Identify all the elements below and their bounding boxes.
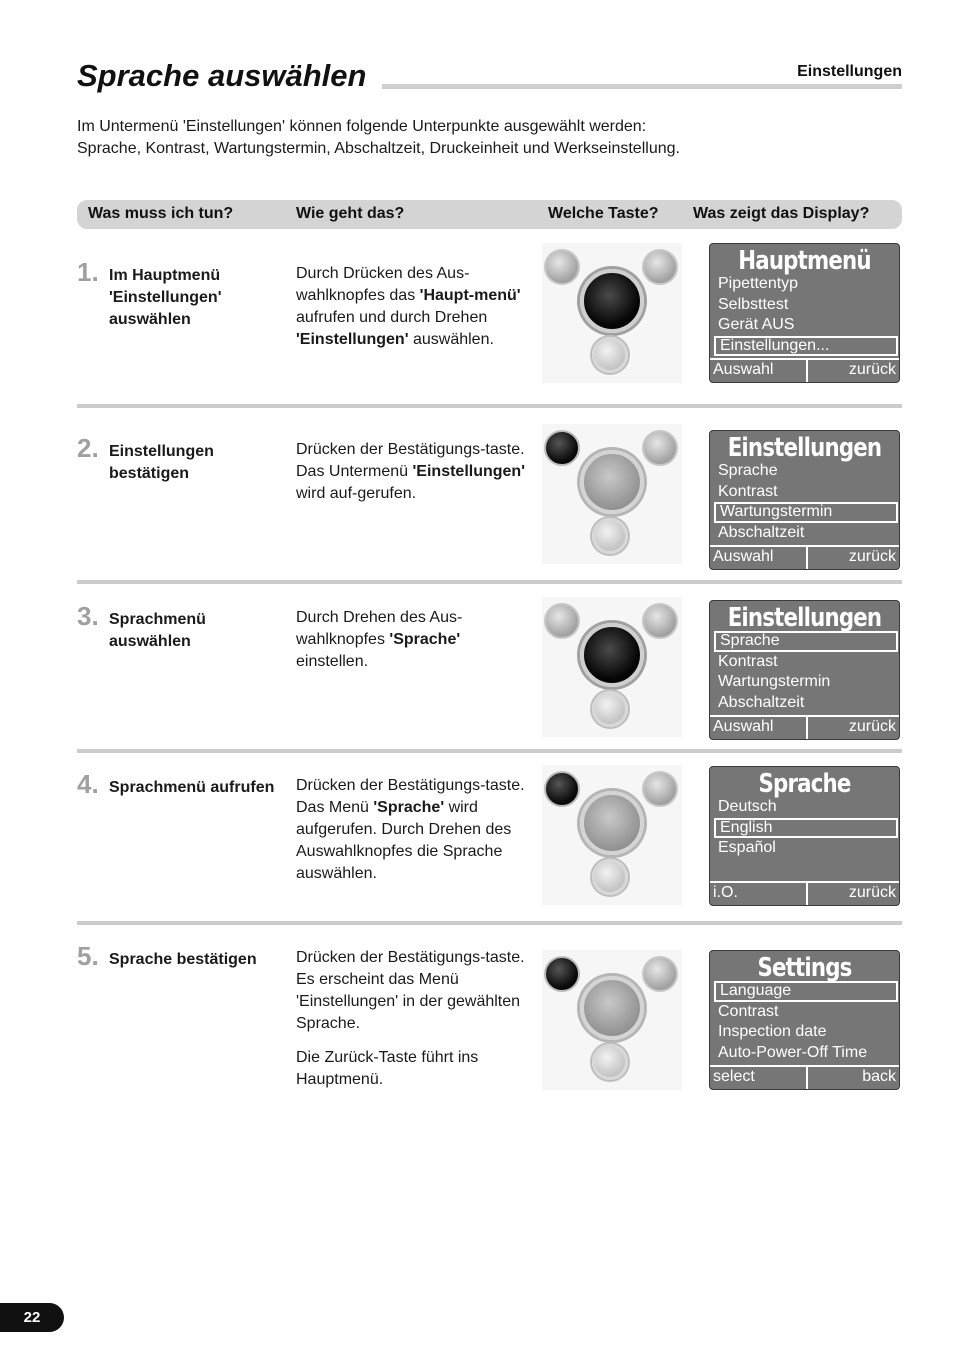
lcd-menu-list [714,461,898,543]
back-button-icon [642,771,678,807]
header-display: Was zeigt das Display? [693,205,870,222]
button-panel-illustration [542,765,682,905]
lcd-menu-item: Deutsch [718,798,777,815]
row-separator [77,749,902,753]
step-description [296,263,528,363]
text-part: wird auf-gerufen. [296,485,417,502]
lcd-display [709,766,900,906]
lcd-display [709,243,900,383]
lcd-title: Settings [757,953,852,983]
lcd-menu-item: Gerät AUS [718,316,795,333]
text-part: Drücken der Bestätigungs-taste. Das Untermenü [296,441,525,480]
bottom-button-icon [592,691,628,727]
back-button-icon [642,603,678,639]
button-panel-illustration [542,243,682,383]
bottom-button-icon [592,1044,628,1080]
step-number: 5. [77,941,99,971]
back-button-icon [642,956,678,992]
step-label: Sprachmenü aufrufen [109,779,275,796]
step-label: Sprache bestätigen [109,951,257,968]
lcd-softkey-bar [710,1065,899,1089]
lcd-menu-item-selected: English [714,818,898,839]
step-description-note: Die Zurück-Taste führt ins Hauptmenü. [296,1049,479,1088]
lcd-menu-item: Kontrast [718,652,778,670]
bottom-button-icon [592,518,628,554]
lcd-title: Einstellungen [727,433,882,463]
text-part: Drücken der Bestätigungs-taste. Es erscheint das Menü 'Einstellungen' in der gewählten Sprache. [296,949,525,1032]
lcd-title: Hauptmenü [738,246,871,276]
bold-term: 'Einstellungen' [412,463,526,480]
lcd-softkey-divider [806,360,808,382]
button-panel-illustration [542,424,682,564]
lcd-softkey-bar [710,715,899,739]
lcd-softkey-divider [806,547,808,569]
bottom-button-icon [592,337,628,373]
lcd-softkey-left: Auswahl [713,548,774,565]
step-description-text [296,607,528,673]
page-title: Sprache auswählen [77,58,367,93]
row-separator [77,404,902,408]
button-panel-illustration [542,597,682,737]
lcd-softkey-right: back [862,1068,896,1085]
lcd-menu-item: Selbsttest [718,295,789,313]
selection-knob-icon [580,976,644,1040]
lcd-menu-item: Español [718,839,776,856]
bottom-button-icon [592,859,628,895]
lcd-menu-list [714,797,898,879]
step-number: 1. [77,257,99,287]
intro-line-2: Sprache, Kontrast, Wartungstermin, Abschaltzeit, Druckeinheit und Werkseinstellung. [77,140,680,157]
text-part: wird aufgerufen. Durch Drehen des Auswahlknopfes die Sprache auswählen. [296,799,512,882]
page-number: 22 [0,1303,64,1332]
lcd-softkey-right: zurück [848,548,896,565]
lcd-softkey-right: zurück [848,361,896,378]
back-button-icon [642,249,678,285]
text-part: Durch Drehen des Aus-wahlknopfes [296,609,463,648]
lcd-menu-item-selected: Language [714,981,898,1002]
confirm-button-icon [544,430,580,466]
step-description-text [296,775,528,885]
header-button: Welche Taste? [548,205,659,222]
lcd-menu-item: Kontrast [718,482,778,500]
lcd-softkey-divider [806,883,808,905]
table-header [77,200,902,229]
row-separator [77,580,902,584]
lcd-menu-item: Pipettentyp [718,275,799,292]
text-part: einstellen. [296,653,369,670]
text-part: Drücken der Bestätigungs-taste. Das Menü [296,777,525,816]
lcd-softkey-left: Auswahl [713,361,774,378]
row-separator [77,921,902,925]
selection-knob-icon [580,450,644,514]
lcd-menu-item: Auto-Power-Off Time [718,1043,868,1061]
lcd-title: Einstellungen [727,603,882,633]
confirm-button-icon [544,603,580,639]
lcd-softkey-left: select [713,1068,755,1085]
intro-text [77,116,857,160]
lcd-menu-list [714,274,898,356]
step-label: Im Hauptmenü 'Einstellungen' auswählen [109,267,222,328]
lcd-display [709,600,900,740]
bold-term: 'Sprache' [389,631,461,648]
lcd-softkey-bar [710,545,899,569]
header-how: Wie geht das? [296,205,405,222]
lcd-menu-item-selected: Einstellungen... [714,336,898,357]
step-description-text [296,439,528,505]
selection-knob-icon [580,269,644,333]
step-description-text [296,263,528,351]
lcd-softkey-bar [710,358,899,382]
step-label: Einstellungen bestätigen [109,443,214,482]
lcd-title: Sprache [758,769,851,799]
lcd-menu-item: Inspection date [718,1023,827,1040]
lcd-menu-item: Contrast [718,1002,779,1020]
bold-term: 'Sprache' [373,799,445,816]
confirm-button-icon [544,771,580,807]
lcd-softkey-bar [710,881,899,905]
step-number: 4. [77,769,99,799]
step-label: Sprachmenü auswählen [109,611,206,650]
bold-term: 'Haupt-menü' [419,287,521,304]
lcd-softkey-left: Auswahl [713,718,774,735]
confirm-button-icon [544,956,580,992]
lcd-menu-item-selected: Sprache [714,631,898,652]
lcd-menu-list [714,981,898,1063]
lcd-menu-item [714,859,898,880]
lcd-display [709,430,900,570]
selection-knob-icon [580,791,644,855]
intro-line-1: Im Untermenü 'Einstellungen' können folgende Unterpunkte ausgewählt werden: [77,118,647,135]
text-part: aufrufen und durch Drehen [296,309,488,326]
lcd-softkey-right: zurück [848,718,896,735]
lcd-menu-item: Abschaltzeit [718,693,805,711]
lcd-softkey-right: zurück [848,884,896,901]
selection-knob-icon [580,623,644,687]
button-panel-illustration [542,950,682,1090]
step-description [296,947,528,1103]
lcd-softkey-divider [806,717,808,739]
back-button-icon [642,430,678,466]
lcd-softkey-divider [806,1067,808,1089]
step-description [296,607,528,685]
section-label: Einstellungen [797,63,902,80]
lcd-menu-item: Wartungstermin [718,673,831,690]
step-number: 2. [77,433,99,463]
text-part: auswählen. [408,331,494,348]
header-what: Was muss ich tun? [88,205,234,222]
lcd-softkey-left: i.O. [713,884,738,901]
bold-term: 'Einstellungen' [296,331,409,348]
confirm-button-icon [544,249,580,285]
step-description-text [296,947,528,1035]
lcd-menu-item: Abschaltzeit [718,523,805,541]
step-description [296,775,528,897]
title-rule [382,84,902,89]
lcd-menu-list [714,631,898,713]
lcd-display [709,950,900,1090]
lcd-menu-item: Sprache [718,462,778,479]
step-description [296,439,528,517]
step-number: 3. [77,601,99,631]
lcd-menu-item-selected: Wartungstermin [714,502,898,523]
text-part: Durch Drücken des Aus-wahlknopfes das [296,265,470,304]
